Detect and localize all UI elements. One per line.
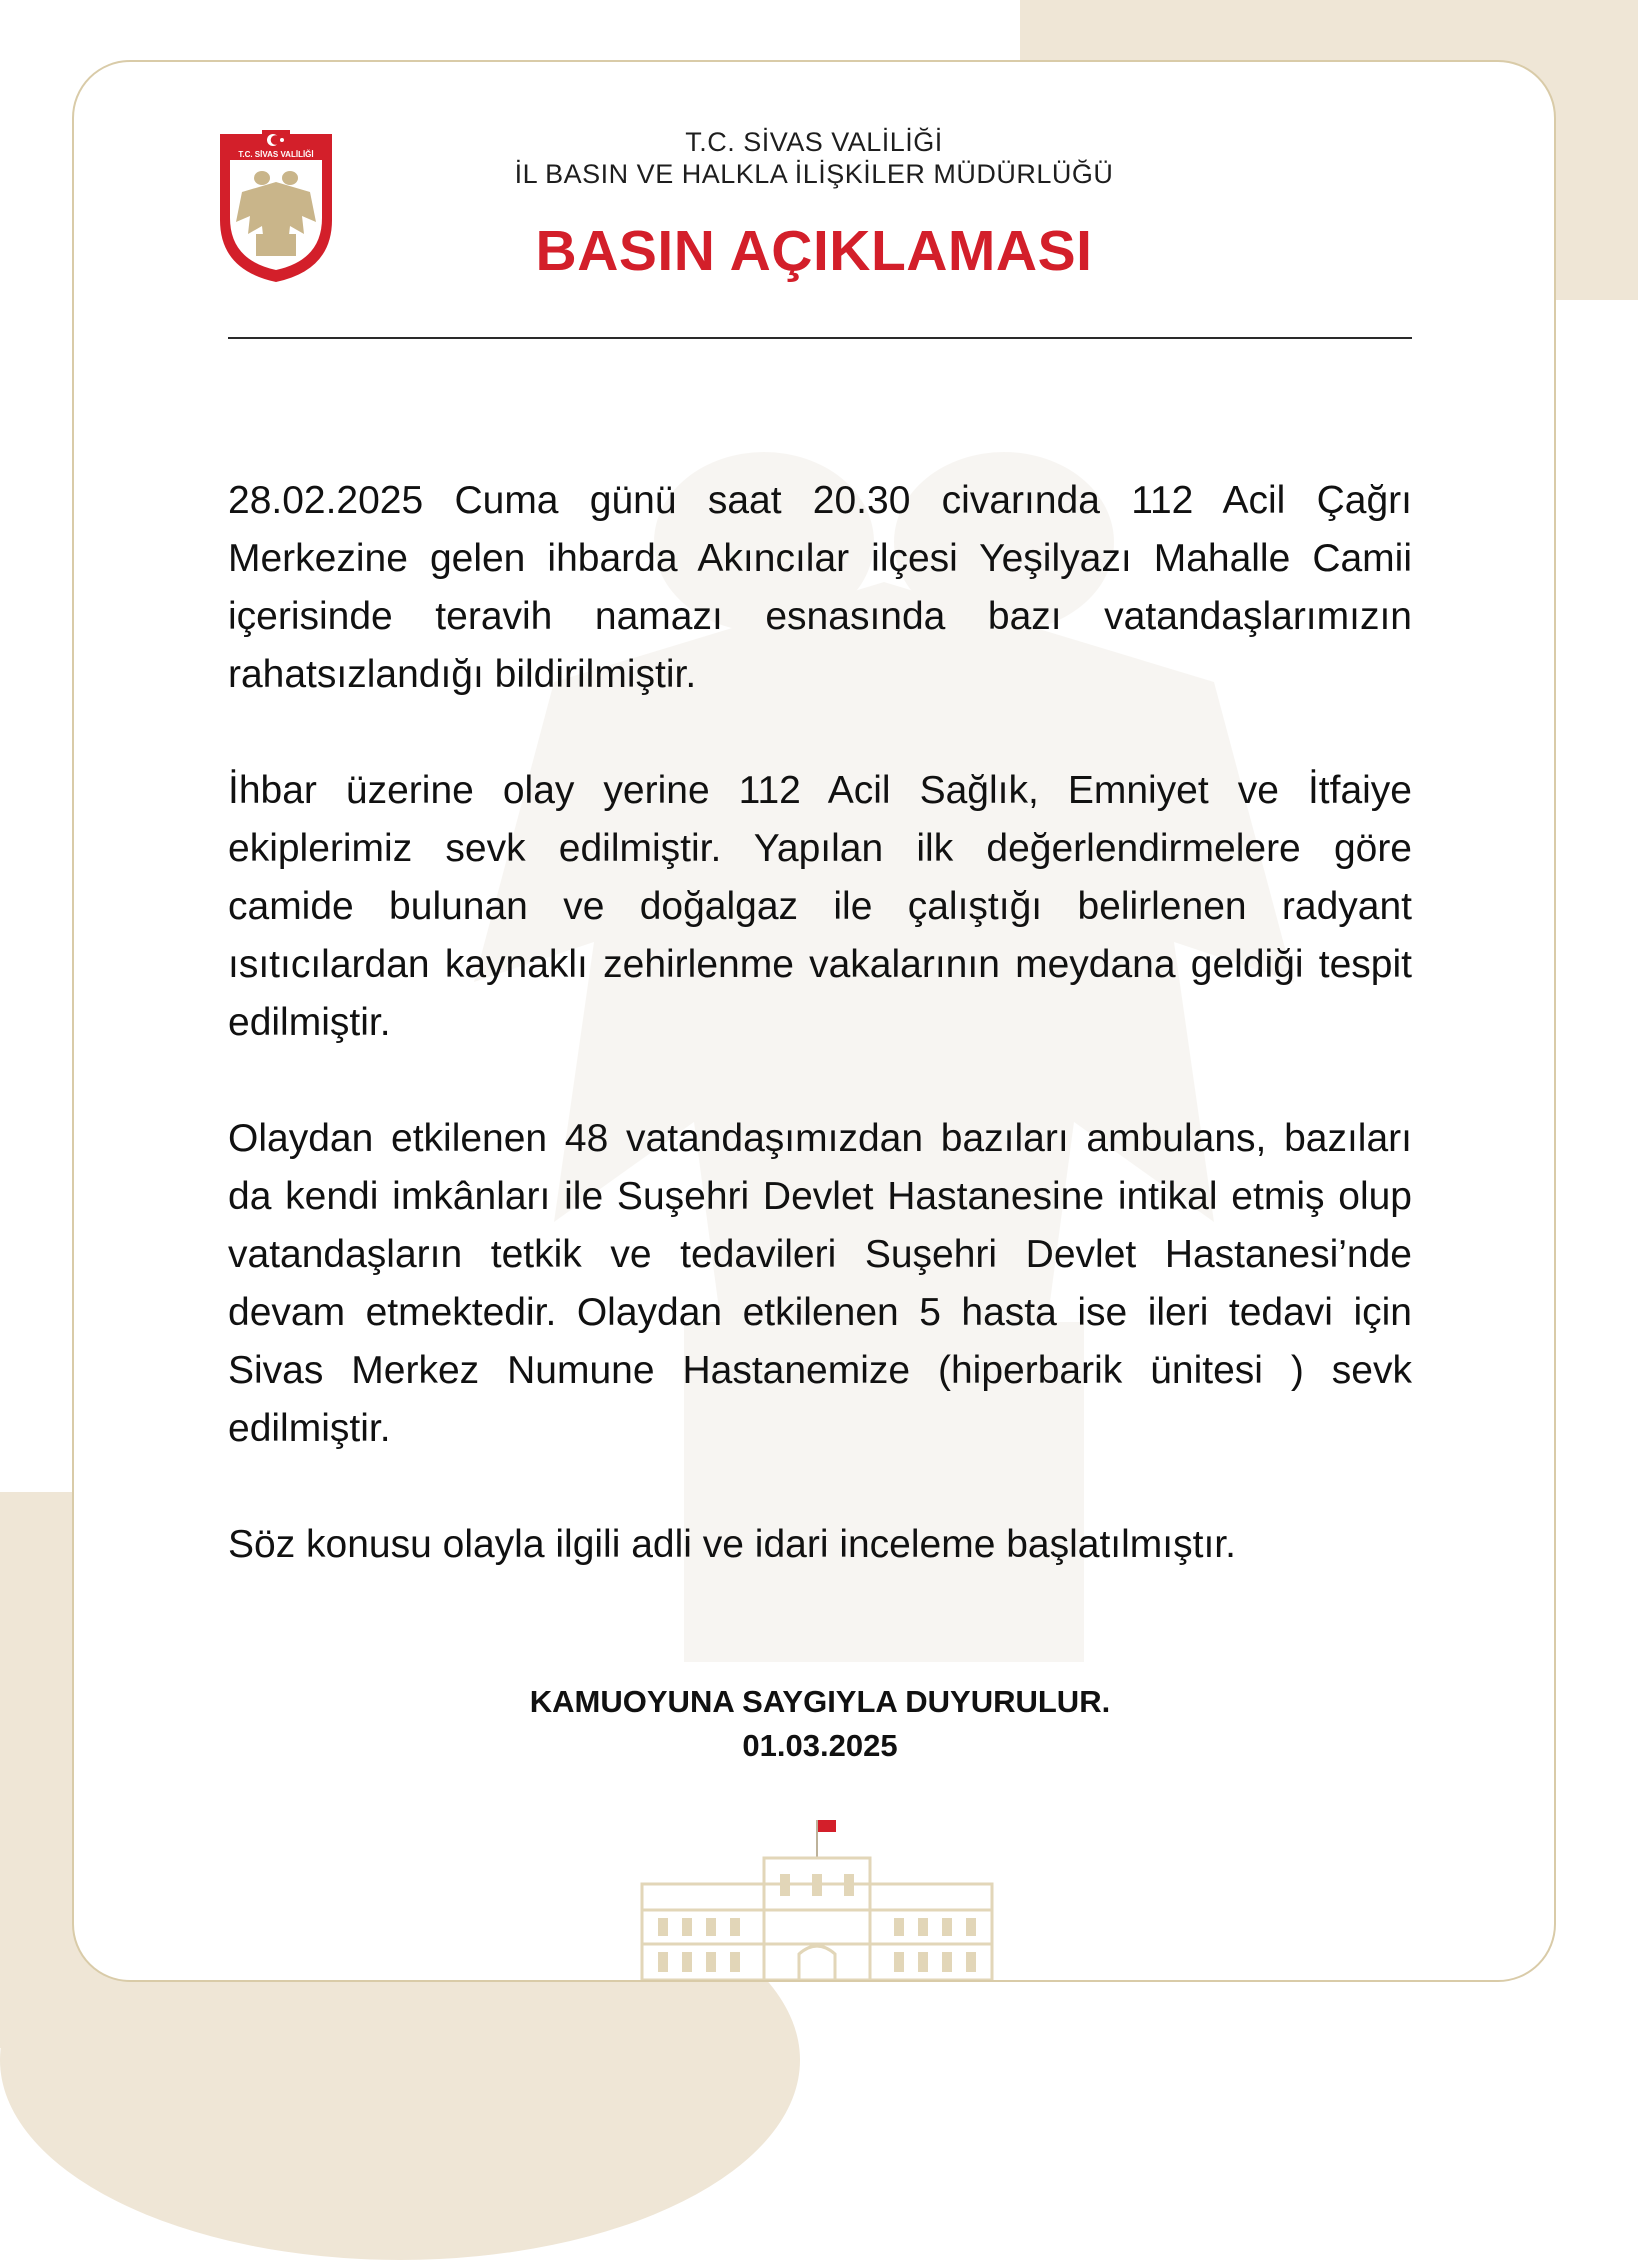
header xyxy=(274,126,1354,284)
closing-block xyxy=(228,1680,1412,1768)
statement-body xyxy=(228,472,1412,1632)
page-title: BASIN AÇIKLAMASI xyxy=(535,219,1093,283)
paragraph-4: Söz konusu olayla ilgili adli ve idari inceleme başlatılmıştır. xyxy=(228,1523,1236,1566)
institution-name: T.C. SİVAS VALİLİĞİ xyxy=(685,127,943,157)
press-release-card xyxy=(72,60,1556,1982)
department-name: İL BASIN VE HALKLA İLİŞKİLER MÜDÜRLÜĞÜ xyxy=(514,159,1114,189)
government-building-icon xyxy=(634,1814,1000,1982)
paragraph-1: 28.02.2025 Cuma günü saat 20.30 civarında 112 Acil Çağrı Merkezine gelen ihbarda Akıncılar ilçesi Yeşilyazı Mahalle Camii içerisinde teravih namazı esnasında bazı vatandaşlarımızın rahatsızlandığı bildirilmiştir. xyxy=(228,479,1412,696)
paragraph-3: Olaydan etkilenen 48 vatandaşımızdan bazıları ambulans, bazıları da kendi imkânları ile Suşehri Devlet Hastanesine intikal etmiş olup vatandaşların tetkik ve tedavileri Suşehri Devlet Hastanesi’nde devam etmektedir. Olaydan etkilenen 5 hasta ise ileri tedavi için Sivas Merkez Numune Hastanemize (hiperbarik ünitesi ) sevk edilmiştir. xyxy=(228,1117,1412,1450)
paragraph-2: İhbar üzerine olay yerine 112 Acil Sağlık, Emniyet ve İtfaiye ekiplerimiz sevk edilmiştir. Yapılan ilk değerlendirmelere göre camide bulunan ve doğalgaz ile çalıştığı belirlenen radyant ısıtıcılardan kaynaklı zehirlenme vakalarının meydana geldiği tespit edilmiştir. xyxy=(228,769,1412,1044)
header-divider xyxy=(228,337,1412,339)
release-date: 01.03.2025 xyxy=(742,1728,898,1763)
svg-text:T.C. SİVAS VALİLİĞİ: T.C. SİVAS VALİLİĞİ xyxy=(238,150,314,159)
closing-statement: KAMUOYUNA SAYGIYLA DUYURULUR. xyxy=(529,1684,1111,1719)
